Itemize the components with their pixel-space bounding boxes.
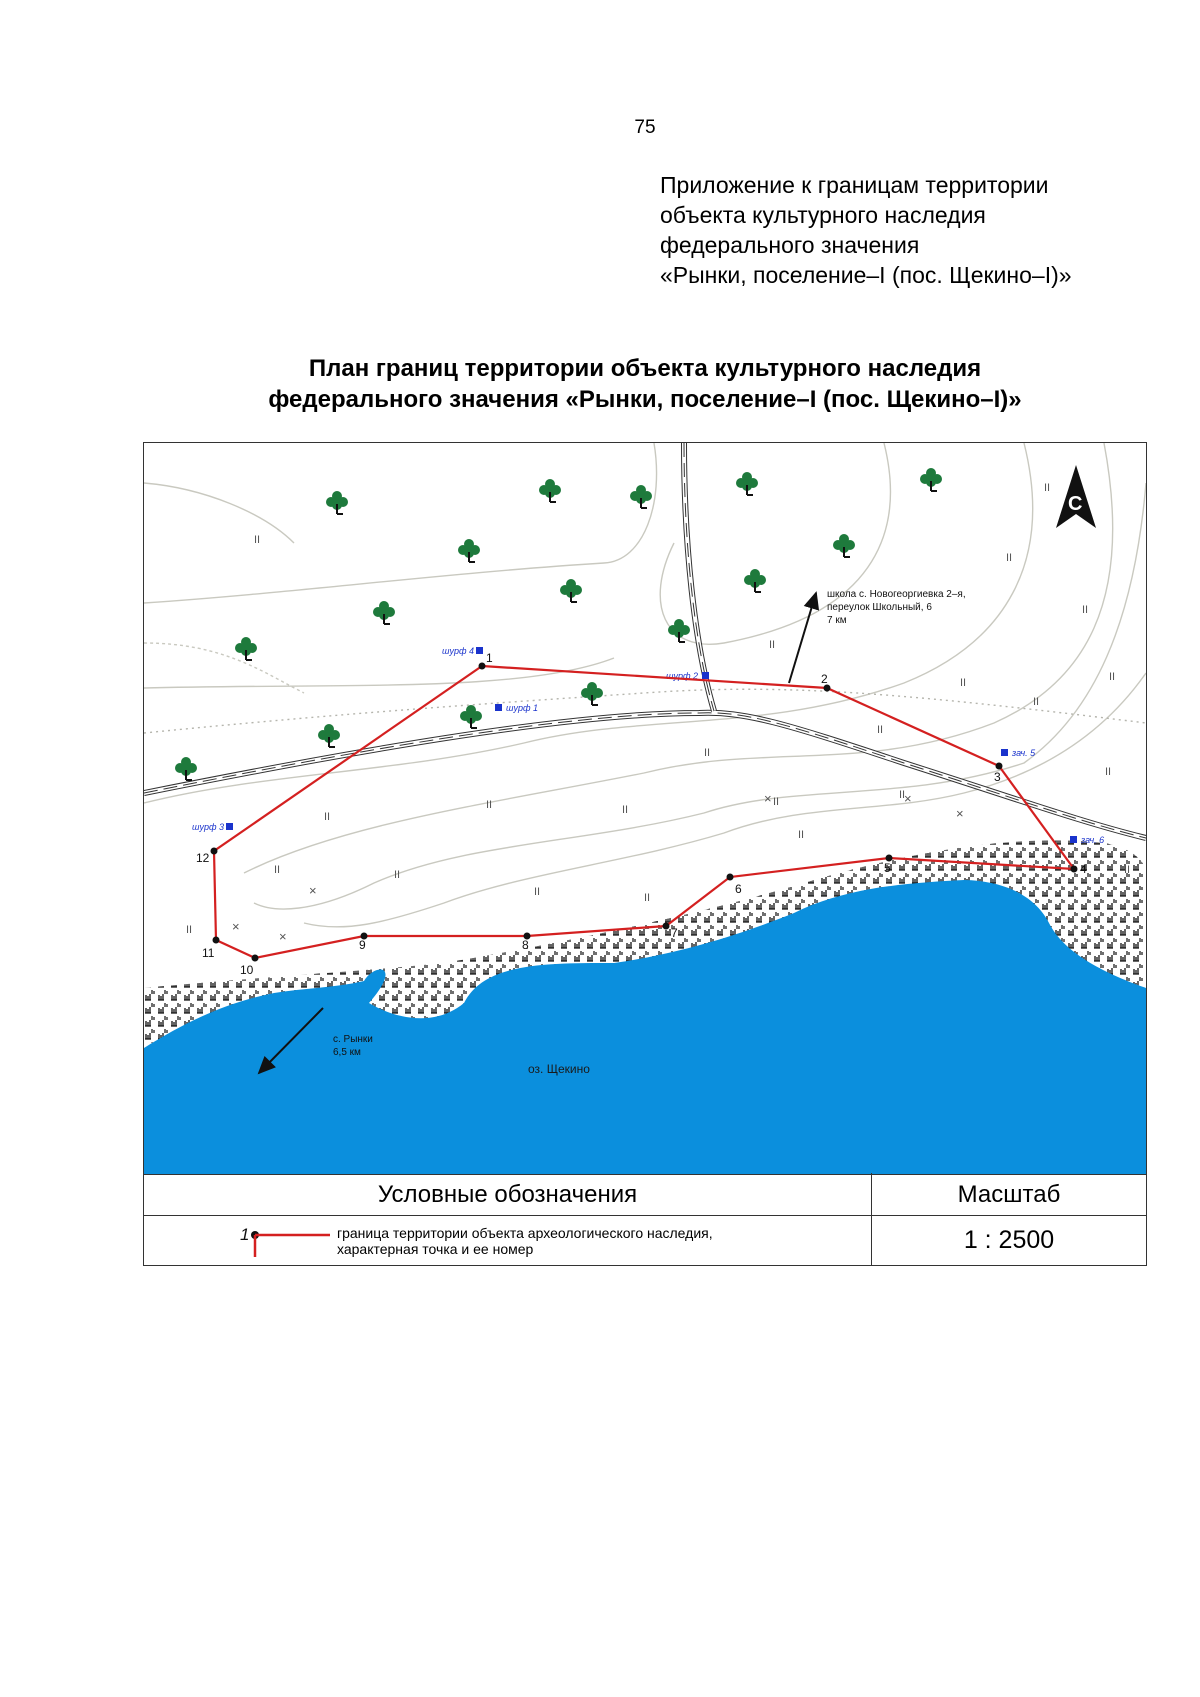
svg-text:II: II [1105,766,1112,778]
svg-text:II: II [486,799,493,811]
svg-text:II: II [1044,482,1051,494]
svg-text:II: II [274,864,281,876]
plan-title-line: федерального значения «Рынки, поселение–I (пос. Щекино–I)» [268,386,1022,413]
lake-label: оз. Щекино [528,1062,590,1076]
svg-text:II: II [254,534,261,546]
svg-text:×: × [764,791,772,806]
svg-text:II: II [186,924,193,936]
svg-text:×: × [309,883,317,898]
svg-text:×: × [279,929,287,944]
pit-label: шурф 1 [506,703,539,713]
svg-text:II: II [534,886,541,898]
svg-text:II: II [644,892,651,904]
legend-description-line: характерная точка и ее номер [337,1241,534,1257]
boundary-vertex [663,923,670,930]
legend-header: Условные обозначения [144,1173,872,1216]
pit-icon [476,647,483,654]
appendix-line: Приложение к границам территории [660,172,1049,198]
boundary-vertex [727,874,734,881]
svg-text:II: II [769,639,776,651]
direction-school-label: школа с. Новогеоргиевка 2–я, [827,589,966,600]
plan-title-line: План границ территории объекта культурного наследия [308,355,982,382]
boundary-map [143,442,1147,1175]
boundary-vertex [479,663,486,670]
appendix-line: объекта культурного наследия [660,202,986,228]
direction-school-label: переулок Школьный, 6 [827,602,932,613]
svg-text:II: II [622,804,629,816]
pit-icon [1001,749,1008,756]
svg-text:II: II [1006,552,1013,564]
legend-description-line: граница территории объекта археологического наследия, [337,1225,713,1241]
direction-village-label: 6,5 км [333,1047,361,1058]
svg-text:×: × [232,919,240,934]
svg-text:II: II [798,829,805,841]
pit-label: зач. 5 [1012,748,1036,758]
point-label: 3 [994,770,1001,784]
svg-text:II: II [899,789,906,801]
boundary-vertex [252,955,259,962]
appendix-line: федерального значения [660,232,920,258]
svg-text:II: II [704,747,711,759]
direction-school-label: 7 км [827,615,847,626]
pit-icon [226,823,233,830]
svg-text:II: II [877,724,884,736]
pit-icon [702,672,709,679]
boundary-vertex [213,937,220,944]
appendix-caption [660,170,1072,290]
legend-symbol-number: 1 [240,1225,250,1244]
point-label: 7 [671,926,678,940]
page-number: 75 [634,117,656,138]
pit-icon [495,704,502,711]
appendix-line: «Рынки, поселение–I (пос. Щекино–I)» [660,262,1072,288]
point-label: 4 [1080,862,1087,876]
svg-text:II: II [1124,864,1131,876]
legend-table [143,1173,1147,1266]
point-label: 6 [735,882,742,896]
pit-icon [1070,836,1077,843]
boundary-vertex [1071,866,1078,873]
point-label: 2 [821,672,828,686]
svg-text:II: II [960,677,967,689]
pit-label: зач. 6 [1081,835,1105,845]
direction-school-arrow [789,589,966,683]
point-label: 5 [884,861,891,875]
point-label: 10 [240,963,254,977]
point-label: 8 [522,938,529,952]
point-label: 11 [202,946,215,960]
svg-text:×: × [956,806,964,821]
boundary-legend-symbol [240,1223,330,1257]
svg-text:II: II [1033,696,1040,708]
point-label: 12 [196,851,210,865]
boundary-vertex [996,763,1003,770]
north-label: С [1068,493,1083,515]
north-arrow-icon [1056,465,1096,528]
scale-value: 1 : 2500 [963,1226,1055,1254]
pit-label: шурф 4 [442,646,475,656]
point-label: 9 [359,938,366,952]
svg-text:II: II [394,869,401,881]
direction-village-label: с. Рынки [333,1034,373,1045]
legend-row [144,1216,872,1265]
pit-label: шурф 3 [192,822,225,832]
svg-text:II: II [773,796,780,808]
svg-text:×: × [904,791,912,806]
legend-description [337,1225,713,1257]
boundary-vertex [211,848,218,855]
plan-title [130,353,1160,415]
svg-text:II: II [1109,671,1116,683]
point-label: 1 [486,651,493,665]
pit-label: шурф 2 [666,671,699,681]
svg-text:II: II [324,811,331,823]
svg-text:II: II [1082,604,1089,616]
scale-header: Масштаб [872,1173,1146,1216]
